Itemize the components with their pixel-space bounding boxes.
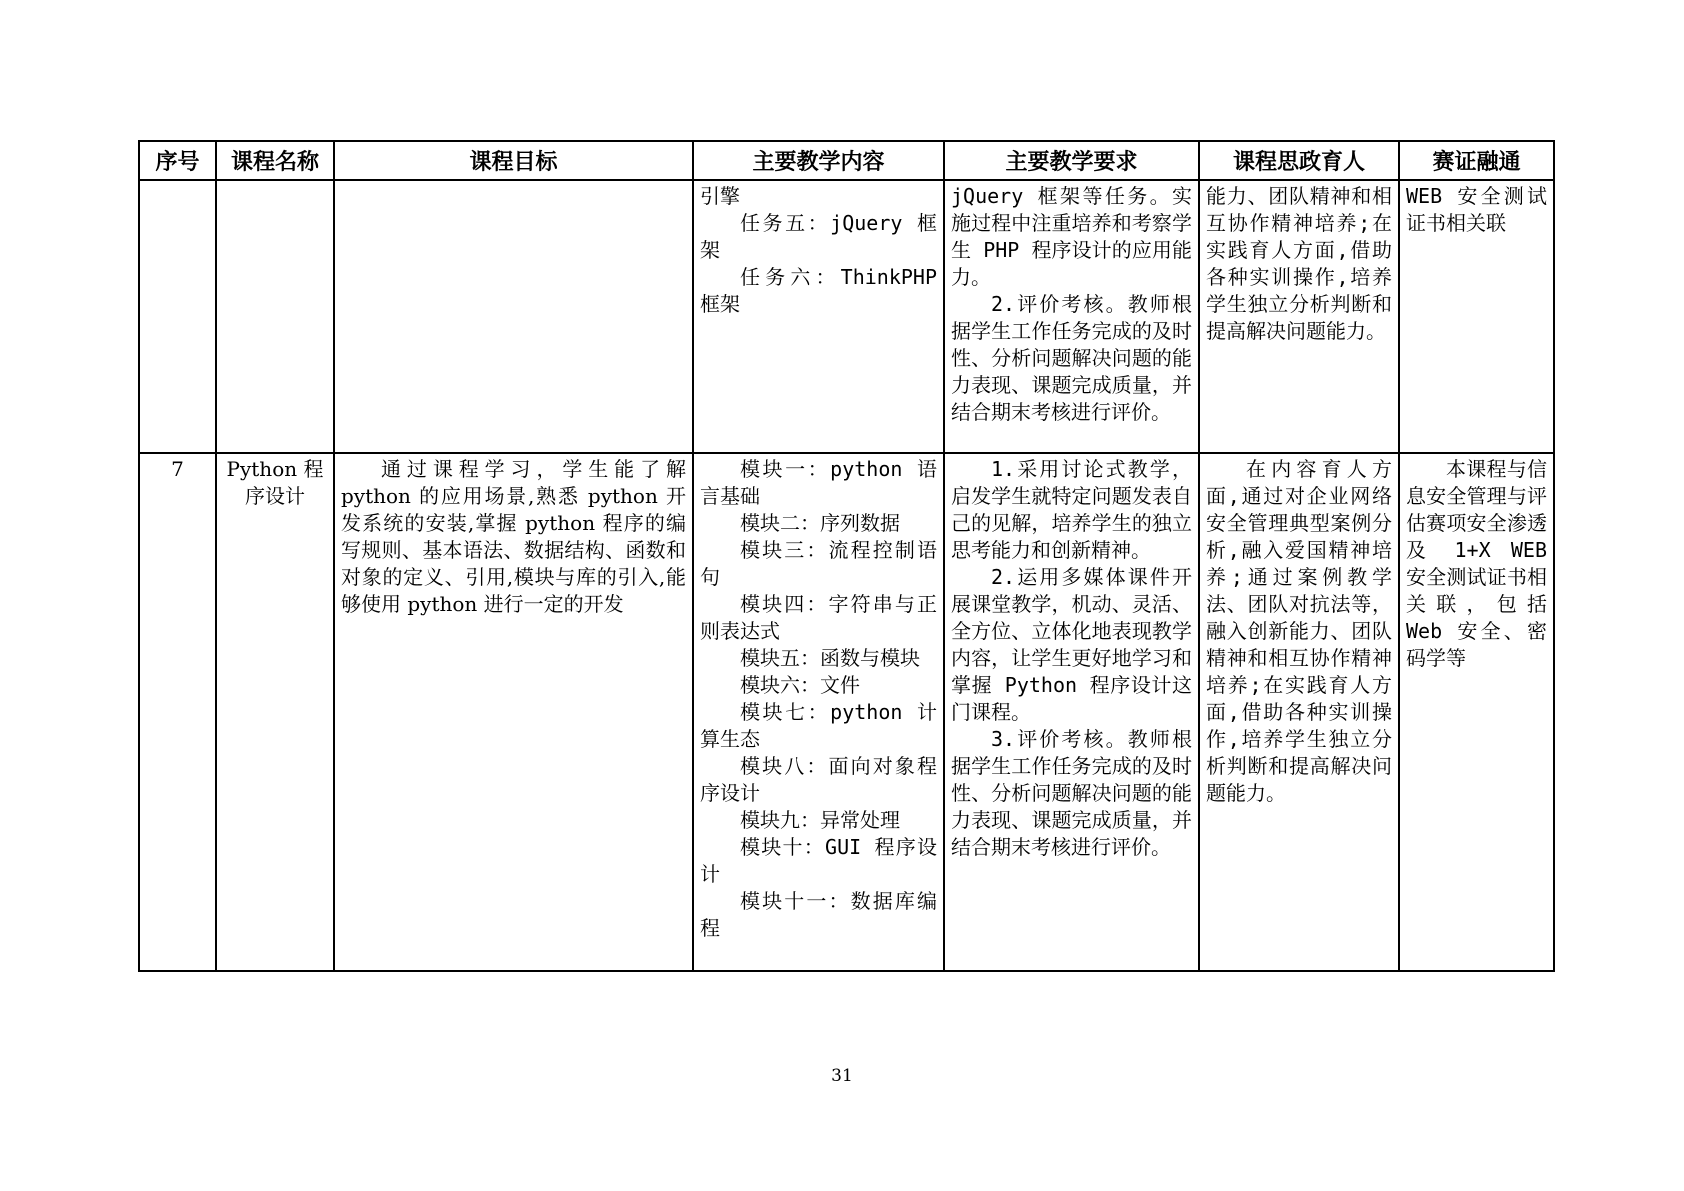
cell-certificate (1399, 453, 1554, 971)
paragraph: 模块一：python 语言基础 (700, 457, 937, 508)
paragraph: 3.评价考核。教师根据学生工作任务完成的及时性、分析问题解决问题的能力表现、课题完成质量，并结合期末考核进行评价。 (951, 727, 1192, 859)
paragraph: 模块十：GUI 程序设计 (700, 835, 937, 886)
paragraph: 模块六：文件 (740, 673, 860, 697)
table-row-continuation (139, 180, 1554, 453)
cell-certificate (1399, 180, 1554, 453)
cell-seq-empty (139, 180, 216, 453)
paragraph: 模块三：流程控制语句 (700, 538, 937, 589)
cell-teaching-requirements (944, 453, 1199, 971)
cell-course-name-empty (216, 180, 334, 453)
cell-ideology (1199, 453, 1399, 971)
cell-teaching-content (693, 453, 944, 971)
paragraph: 任务五：jQuery 框架 (700, 211, 937, 262)
cell-objectives-empty (334, 180, 693, 453)
header-certificate: 赛证融通 (1399, 141, 1554, 180)
table-row-python-course (139, 453, 1554, 971)
cell-ideology (1199, 180, 1399, 453)
paragraph: 模块九：异常处理 (740, 808, 900, 832)
paragraph: 2.运用多媒体课件开展课堂教学，机动、灵活、全方位、立体化地表现教学内容，让学生更好地学习和掌握 Python 程序设计这门课程。 (951, 565, 1192, 724)
paragraph: WEB 安全测试证书相关联 (1406, 184, 1547, 235)
cell-teaching-content (693, 180, 944, 453)
header-course-name: 课程名称 (216, 141, 334, 180)
paragraph: 模块七：python 计算生态 (700, 700, 937, 751)
header-ideology: 课程思政育人 (1199, 141, 1399, 180)
paragraph: jQuery 框架等任务。实施过程中注重培养和考察学生 PHP 程序设计的应用能力。 (951, 184, 1192, 289)
paragraph: 能力、团队精神和相互协作精神培养;在实践育人方面,借助各种实训操作,培养学生独立分析判断和提高解决问题能力。 (1206, 184, 1392, 343)
cell-objectives (334, 453, 693, 971)
header-teaching-requirements: 主要教学要求 (944, 141, 1199, 180)
paragraph: 1.采用讨论式教学，启发学生就特定问题发表自己的见解，培养学生的独立思考能力和创新精神。 (951, 457, 1192, 562)
page-number: 31 (831, 1066, 853, 1086)
header-teaching-content: 主要教学内容 (693, 141, 944, 180)
header-seq: 序号 (139, 141, 216, 180)
paragraph: 模块四：字符串与正则表达式 (700, 592, 937, 643)
cell-seq: 7 (139, 453, 216, 971)
paragraph: 在内容育人方面,通过对企业网络安全管理典型案例分析,融入爱国精神培养;通过案例教学法、团队对抗法等，融入创新能力、团队精神和相互协作精神培养;在实践育人方面,借助各种实训操作,培养学生独立分析判断和提高解决问题能力。 (1206, 457, 1392, 805)
paragraph: 引擎 (700, 184, 740, 208)
paragraph: 模块五：函数与模块 (740, 646, 920, 670)
header-objectives: 课程目标 (334, 141, 693, 180)
paragraph: 通过课程学习，学生能了解 python 的应用场景,熟悉 python 开发系统的安装,掌握 python 程序的编写规则、基本语法、数据结构、函数和对象的定义、引用,模块与库的引入,能够使用 python 进行一定的开发 (341, 457, 686, 616)
course-plan-table (138, 140, 1555, 972)
paragraph: 任务六：ThinkPHP 框架 (700, 265, 937, 316)
paragraph: 本课程与信息安全管理与评估赛项安全渗透及 1+X WEB 安全测试证书相关联，包括 Web 安全、密码学等 (1406, 457, 1547, 670)
cell-teaching-requirements (944, 180, 1199, 453)
paragraph: 模块二：序列数据 (740, 511, 900, 535)
paragraph: 模块十一：数据库编程 (700, 889, 937, 940)
paragraph: 2.评价考核。教师根据学生工作任务完成的及时性、分析问题解决问题的能力表现、课题完成质量，并结合期末考核进行评价。 (951, 292, 1192, 424)
paragraph: 模块八：面向对象程序设计 (700, 754, 937, 805)
cell-course-name: Python 程序设计 (216, 453, 334, 971)
table-header-row (139, 141, 1554, 180)
